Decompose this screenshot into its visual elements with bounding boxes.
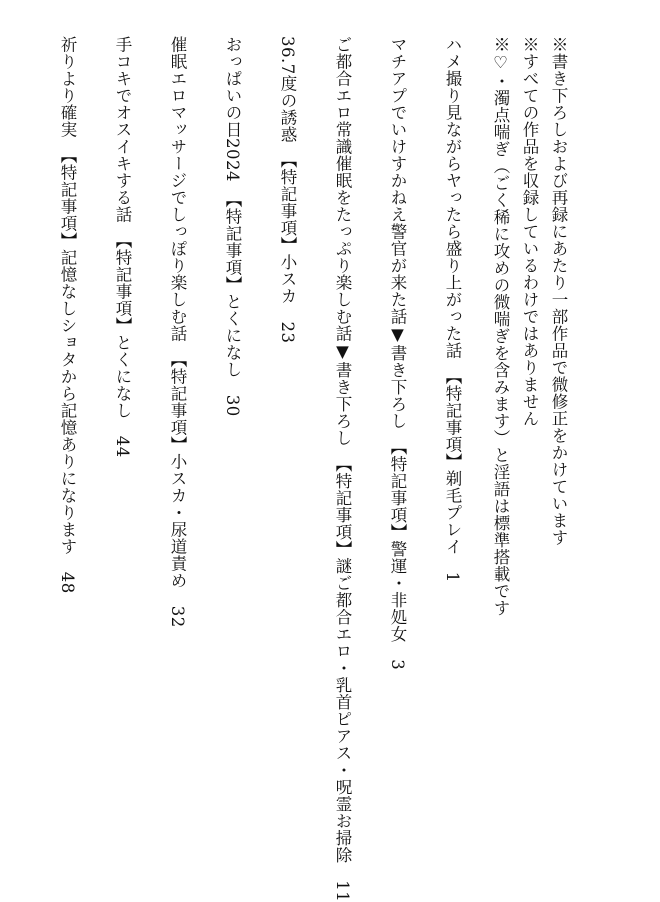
note-line-3: ※♡・濁点喘ぎ（ごく稀に攻めの微喘ぎを含みます）と淫語は標準搭載です — [491, 36, 510, 617]
toc-entry-7: 手コキでオスイキする話 【特記事項】とくになし 44 — [113, 36, 132, 458]
toc-entry-4: 36.7度の誘惑 【特記事項】小スカ 23 — [278, 36, 297, 344]
toc-entry-5: おっぱいの日2024 【特記事項】とくになし 30 — [223, 36, 242, 417]
toc-entry-6: 催眠エロマッサージでしっぽり楽しむ話 【特記事項】小スカ・尿道責め 32 — [168, 36, 187, 628]
toc-entry-8: 祈りより確実 【特記事項】記憶なしショタから記憶ありになります 48 — [58, 36, 77, 594]
note-line-1: ※書き下ろしおよび再録にあたり一部作品で微修正をかけています — [549, 36, 568, 546]
toc-entry-1: ハメ撮り見ながらヤったら盛り上がった話 【特記事項】剃毛プレイ 1 — [443, 36, 462, 583]
note-line-2: ※すべての作品を収録しているわけではありません — [520, 36, 539, 427]
toc-entry-3: ご都合エロ常識催眠をたっぷり楽しむ話▼書き下ろし 【特記事項】謎ご都合エロ・乳首ピアス・呪霊お掃除 11 — [333, 36, 352, 902]
toc-entry-2: マチアプでいけすかねえ警官が来た話▼書き下ろし 【特記事項】警運・非処女 3 — [388, 36, 407, 671]
